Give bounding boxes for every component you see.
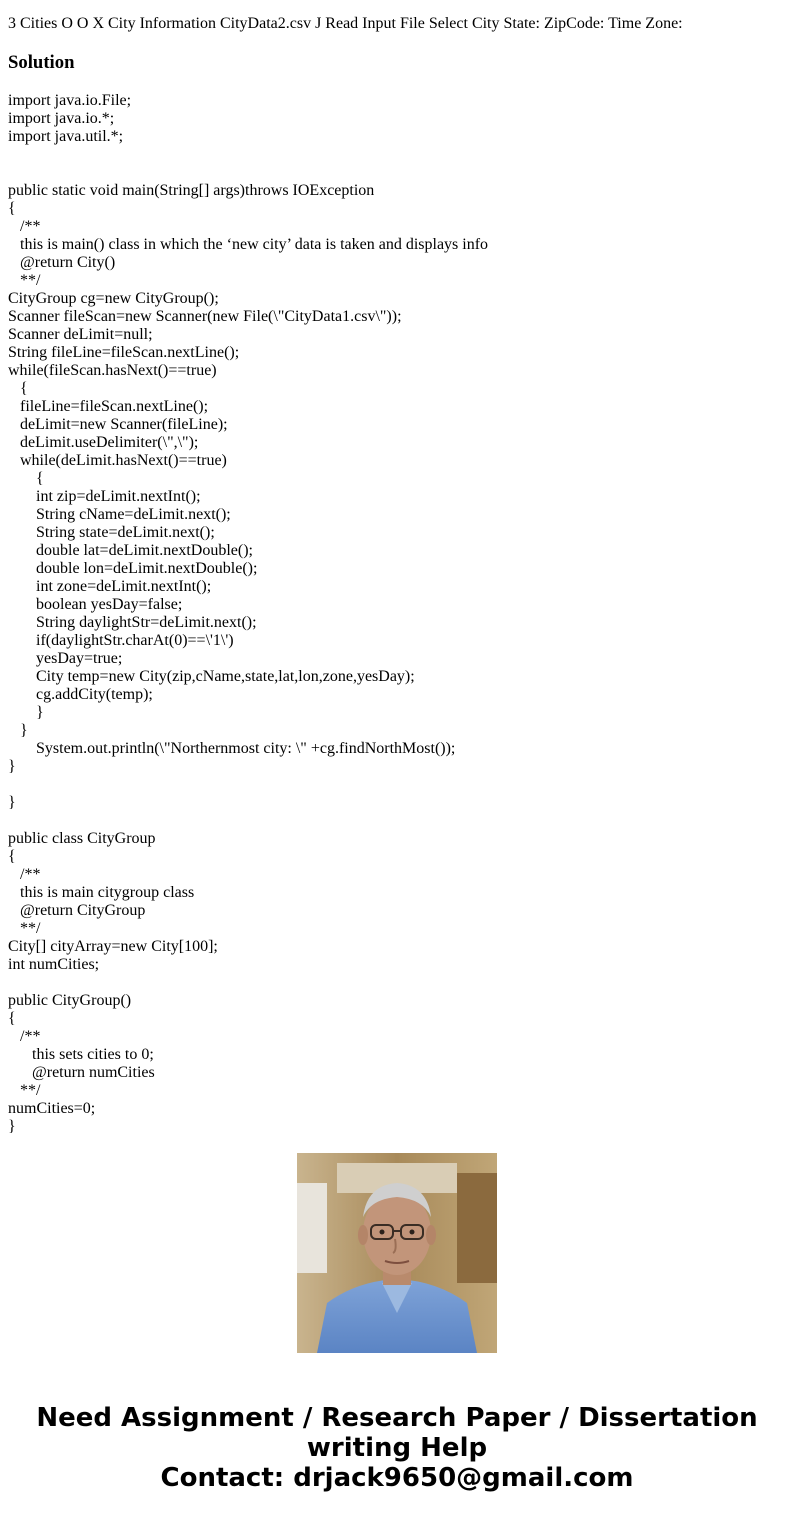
code-line: **/ bbox=[8, 272, 41, 289]
promo-line-2: writing Help bbox=[306, 1433, 488, 1463]
author-photo bbox=[297, 1153, 497, 1353]
code-line: double lat=deLimit.nextDouble(); bbox=[8, 542, 253, 559]
code-line: Scanner fileScan=new Scanner(new File(\"CityData1.csv\")); bbox=[8, 308, 402, 325]
promo-line-1: Need Assignment / Research Paper / Dissertation bbox=[36, 1403, 758, 1433]
code-line: public CityGroup() bbox=[8, 992, 132, 1009]
code-line: import java.io.*; bbox=[8, 110, 115, 127]
code-line bbox=[8, 776, 788, 794]
solution-heading: Solution bbox=[8, 52, 75, 73]
code-line: deLimit.useDelimiter(\",\"); bbox=[8, 434, 199, 451]
code-line: String cName=deLimit.next(); bbox=[8, 506, 231, 523]
code-line: @return City() bbox=[8, 254, 116, 271]
code-line: String state=deLimit.next(); bbox=[8, 524, 215, 541]
promo-banner bbox=[0, 1403, 794, 1493]
code-line: Scanner deLimit=null; bbox=[8, 326, 153, 343]
code-line: { bbox=[8, 1010, 16, 1027]
code-line: cg.addCity(temp); bbox=[8, 686, 153, 703]
code-line: int numCities; bbox=[8, 956, 100, 973]
code-line: public class CityGroup bbox=[8, 830, 156, 847]
code-line: public static void main(String[] args)throws IOException bbox=[8, 182, 375, 199]
code-line: int zone=deLimit.nextInt(); bbox=[8, 578, 212, 595]
code-line: } bbox=[8, 722, 28, 739]
code-line: } bbox=[8, 704, 44, 721]
code-line: while(fileScan.hasNext()==true) bbox=[8, 362, 217, 379]
code-line: import java.util.*; bbox=[8, 128, 124, 145]
code-line: /** bbox=[8, 866, 41, 883]
code-line: if(daylightStr.charAt(0)==\'1\') bbox=[8, 632, 234, 649]
code-line: int zip=deLimit.nextInt(); bbox=[8, 488, 201, 505]
code-line: String daylightStr=deLimit.next(); bbox=[8, 614, 257, 631]
code-line: while(deLimit.hasNext()==true) bbox=[8, 452, 227, 469]
code-line: **/ bbox=[8, 1082, 41, 1099]
code-line: @return CityGroup bbox=[8, 902, 146, 919]
code-line: { bbox=[8, 848, 16, 865]
code-line: CityGroup cg=new CityGroup(); bbox=[8, 290, 219, 307]
code-line: this sets cities to 0; bbox=[8, 1046, 154, 1063]
code-line: City temp=new City(zip,cName,state,lat,lon,zone,yesDay); bbox=[8, 668, 415, 685]
code-line bbox=[8, 812, 788, 830]
code-line: } bbox=[8, 794, 16, 811]
code-line: { bbox=[8, 380, 28, 397]
promo-contact: Contact: drjack9650@gmail.com bbox=[160, 1463, 634, 1493]
code-line: } bbox=[8, 758, 16, 775]
code-line: System.out.println(\"Northernmost city: \" +cg.findNorthMost()); bbox=[8, 740, 456, 757]
code-line: deLimit=new Scanner(fileLine); bbox=[8, 416, 228, 433]
code-line: this is main() class in which the ‘new city’ data is taken and displays info bbox=[8, 236, 489, 253]
code-line: fileLine=fileScan.nextLine(); bbox=[8, 398, 209, 415]
code-line: numCities=0; bbox=[8, 1100, 96, 1117]
code-line: /** bbox=[8, 218, 41, 235]
code-line bbox=[8, 146, 788, 164]
code-line: String fileLine=fileScan.nextLine(); bbox=[8, 344, 240, 361]
code-line: yesDay=true; bbox=[8, 650, 123, 667]
code-line: { bbox=[8, 470, 44, 487]
code-line: { bbox=[8, 200, 16, 217]
avatar bbox=[297, 1153, 497, 1353]
code-line: **/ bbox=[8, 920, 41, 937]
code-line: City[] cityArray=new City[100]; bbox=[8, 938, 218, 955]
question-text: 3 Cities O O X City Information CityData2.csv J Read Input File Select City State: ZipCode: Time Zone: bbox=[8, 15, 683, 32]
code-line: boolean yesDay=false; bbox=[8, 596, 183, 613]
code-line: /** bbox=[8, 1028, 41, 1045]
code-line bbox=[8, 164, 788, 182]
code-line bbox=[8, 974, 788, 992]
code-line: this is main citygroup class bbox=[8, 884, 195, 901]
code-line: } bbox=[8, 1118, 16, 1135]
code-line: @return numCities bbox=[8, 1064, 155, 1081]
code-block bbox=[8, 92, 788, 1135]
code-line: double lon=deLimit.nextDouble(); bbox=[8, 560, 258, 577]
code-line: import java.io.File; bbox=[8, 92, 132, 109]
